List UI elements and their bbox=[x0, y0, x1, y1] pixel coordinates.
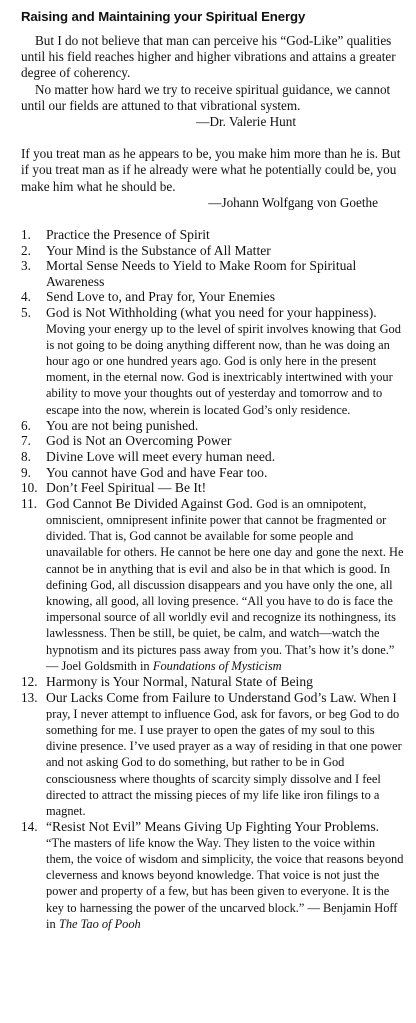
list-item bbox=[21, 433, 406, 449]
list-item bbox=[21, 496, 406, 674]
list-item-number: 1. bbox=[21, 227, 31, 243]
hunt-quote-paragraph-1: But I do not believe that man can perceive his “God-Like” qualities until his field reaches higher and higher vibrations and attains a greater degree of coherency. bbox=[21, 33, 396, 81]
list-item bbox=[21, 258, 406, 289]
list-item bbox=[21, 305, 406, 418]
list-item-heading: God is Not Withholding (what you need for your happiness). bbox=[46, 305, 377, 320]
list-item-number: 4. bbox=[21, 289, 31, 305]
list-item-detail: “The masters of life know the Way. They listen to the voice within them, the voice of wisdom and simplicity, the voice that reasons beyond cleverness and knows beyond knowledge. That voice is not just the power and property of a few, but has been given to everyone. It is the key to harnessing the power of the uncarved block.” — Benjamin Hoff in bbox=[46, 835, 404, 931]
list-item-body bbox=[46, 305, 406, 418]
list-item-heading: Our Lacks Come from Failure to Understand God’s Law. bbox=[46, 689, 357, 705]
list-item-body bbox=[46, 449, 406, 465]
list-item bbox=[21, 289, 406, 305]
list-item-number: 7. bbox=[21, 433, 31, 449]
list-item-heading: God is Not an Overcoming Power bbox=[46, 433, 232, 449]
list-item-body bbox=[46, 243, 406, 259]
list-item-heading: You are not being punished. bbox=[46, 417, 199, 433]
list-item-heading: Mortal Sense Needs to Yield to Make Room for Spiritual Awareness bbox=[46, 258, 357, 289]
list-item-heading: Send Love to, and Pray for, Your Enemies bbox=[46, 289, 276, 305]
list-item-number: 13. bbox=[21, 689, 38, 705]
list-item bbox=[21, 465, 406, 481]
list-item-number: 14. bbox=[21, 819, 38, 835]
hunt-quote-attribution: —Dr. Valerie Hunt bbox=[196, 114, 296, 130]
list-item-heading: “Resist Not Evil” Means Giving Up Fighting Your Problems. bbox=[46, 819, 380, 835]
list-item-detail: When I pray, I never attempt to influence God, ask for favors, or beg God to do something for me. I use prayer to open the gates of my soul to this divine presence. I’ve used prayer as a way of residing in that one power and not asking God to do something, but rather to be in God consciousness where thoughts of scarcity simply dissolve and I feel directed to attract the missing pieces of my life like iron filings to a magnet. bbox=[46, 690, 402, 819]
list-item-number: 3. bbox=[21, 258, 31, 274]
list-item-body bbox=[46, 674, 406, 690]
list-item-heading: Your Mind is the Substance of All Matter bbox=[46, 242, 271, 258]
list-item-body bbox=[46, 819, 406, 932]
list-item-heading: Don’t Feel Spiritual — Be It! bbox=[46, 480, 207, 496]
list-item-heading: Practice the Presence of Spirit bbox=[46, 227, 210, 243]
list-item-heading: Harmony is Your Normal, Natural State of Being bbox=[46, 674, 313, 690]
list-item-body bbox=[46, 258, 406, 289]
document-title: Raising and Maintaining your Spiritual Energy bbox=[21, 9, 306, 24]
list-item-body bbox=[46, 496, 406, 674]
list-item-number: 6. bbox=[21, 417, 31, 433]
list-item-detail: Moving your energy up to the level of spirit involves knowing that God is not going to be doing anything different now, than he was doing an hour ago or one hundred years ago. God is only here in the present moment, in the eternal now. God is inextricably intertwined with your ability to move your thoughts out of yesterday and tomorrow and to escape into the now, wherein is located God’s only residence. bbox=[46, 321, 401, 417]
list-item-number: 9. bbox=[21, 464, 31, 480]
list-item-number: 8. bbox=[21, 449, 31, 464]
list-item bbox=[21, 449, 406, 465]
list-item bbox=[21, 243, 406, 259]
list-item-number: 11. bbox=[21, 495, 37, 511]
list-item-number: 5. bbox=[21, 305, 31, 320]
list-item-body bbox=[46, 418, 406, 434]
list-item bbox=[21, 418, 406, 434]
list-item bbox=[21, 690, 406, 820]
list-item bbox=[21, 227, 406, 243]
list-item bbox=[21, 480, 406, 496]
list-item-body bbox=[46, 690, 406, 820]
list-item-number: 12. bbox=[21, 674, 38, 690]
list-item-heading: You cannot have God and have Fear too. bbox=[46, 464, 268, 480]
list-item-body bbox=[46, 289, 406, 305]
list-item-body bbox=[46, 480, 406, 496]
book-title: Foundations of Mysticism bbox=[152, 658, 282, 673]
list-item-number: 2. bbox=[21, 242, 31, 258]
list-item-heading: Divine Love will meet every human need. bbox=[46, 449, 276, 464]
book-title: The Tao of Pooh bbox=[58, 916, 141, 931]
hunt-quote bbox=[21, 33, 406, 130]
hunt-quote-paragraph-2: No matter how hard we try to receive spiritual guidance, we cannot until our fields are attuned to that vibrational system. bbox=[21, 81, 391, 113]
list-item bbox=[21, 674, 406, 690]
principles-list bbox=[21, 227, 406, 932]
list-item-detail: God is an omnipotent, omniscient, omnipresent infinite power that cannot be fragmented or divided. That is, God cannot be available for some people and unavailable for others. He cannot be here one day and gone the next. He cannot be in anything that is evil and also be in that which is good. In defining God, all discussion disappears and you have only the one, all knowing, all good, all loving presence. “All you have to do is face the impersonal source of all worldly evil and recognize its nothingness, its lawlessness. Then be still, be quiet, be calm, and watch—watch the hypnotism and its pictures pass away from you. That’s how it’s done.” — Joel Goldsmith in bbox=[46, 496, 404, 673]
goethe-quote bbox=[21, 146, 406, 211]
list-item-heading: God Cannot Be Divided Against God. bbox=[46, 495, 253, 511]
list-item-body bbox=[46, 227, 406, 243]
goethe-quote-attribution: —Johann Wolfgang von Goethe bbox=[208, 194, 378, 210]
list-item-number: 10. bbox=[21, 480, 38, 496]
list-item bbox=[21, 819, 406, 932]
goethe-quote-text: If you treat man as he appears to be, you make him more than he is. But if you treat man as if he already were what he potentially could be, you make him what he should be. bbox=[21, 146, 401, 194]
list-item-body bbox=[46, 433, 406, 449]
list-item-body bbox=[46, 465, 406, 481]
